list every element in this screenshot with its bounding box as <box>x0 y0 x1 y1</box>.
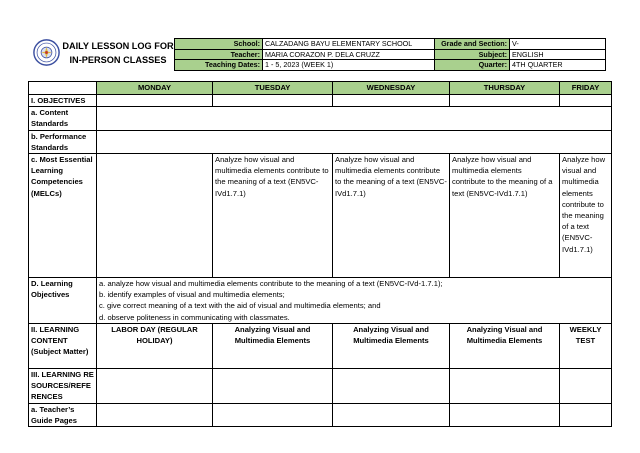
title-line-2: IN-PERSON CLASSES <box>69 54 167 65</box>
performance-standards-label: b. Performance Standards <box>29 130 97 153</box>
dates-value: 1 - 5, 2023 (WEEK 1) <box>263 60 435 71</box>
learning-content-row <box>29 324 612 369</box>
learning-objectives-cell <box>97 278 612 324</box>
content-standards-row <box>29 107 612 130</box>
learning-resources-label: III. LEARNING RESOURCES/REFERENCES <box>29 369 97 404</box>
title-line-1: DAILY LESSON LOG FOR <box>62 41 174 51</box>
melcs-wednesday: Analyze how visual and multimedia elements contribute to the meaning of a text (EN5VC-IVd1.7.1) <box>333 154 450 278</box>
lesson-grid-table <box>28 81 612 427</box>
day-header-tuesday: TUESDAY <box>213 82 333 95</box>
performance-standards-row <box>29 130 612 153</box>
quarter-label: Quarter: <box>435 60 510 71</box>
corner-cell <box>29 82 97 95</box>
objective-d: d. observe politeness in communicating with classmates. <box>99 312 290 322</box>
day-header-thursday: THURSDAY <box>450 82 560 95</box>
teachers-guide-row <box>29 403 612 426</box>
melcs-row <box>29 154 612 278</box>
day-header-friday: FRIDAY <box>560 82 612 95</box>
day-header-monday: MONDAY <box>97 82 213 95</box>
melcs-tuesday: Analyze how visual and multimedia elements contribute to the meaning of a text (EN5VC-IVd1.7.1) <box>213 154 333 278</box>
deped-seal-icon <box>33 39 60 66</box>
grade-label: Grade and Section: <box>435 39 510 50</box>
melcs-monday <box>97 154 213 278</box>
teacher-label: Teacher: <box>175 49 263 60</box>
objectives-row <box>29 95 612 107</box>
objective-b: b. identify examples of visual and multimedia elements; <box>99 290 285 300</box>
header-info-table <box>174 38 606 71</box>
objectives-label: I. OBJECTIVES <box>29 95 97 107</box>
dates-label: Teaching Dates: <box>175 60 263 71</box>
learning-objectives-label: D. Learning Objectives <box>29 278 97 324</box>
info-row-dates <box>175 60 606 71</box>
learning-content-label: II. LEARNING CONTENT (Subject Matter) <box>29 324 97 369</box>
learning-resources-row <box>29 369 612 404</box>
day-header-row <box>29 82 612 95</box>
content-standards-label: a. Content Standards <box>29 107 97 130</box>
learning-objectives-row <box>29 278 612 324</box>
subject-label: Subject: <box>435 49 510 60</box>
teachers-guide-label: a. Teacher’s Guide Pages <box>29 403 97 426</box>
info-row-school <box>175 39 606 50</box>
quarter-value: 4TH QUARTER <box>510 60 606 71</box>
performance-standards-cell <box>97 130 612 153</box>
day-header-wednesday: WEDNESDAY <box>333 82 450 95</box>
learning-content-thursday: Analyzing Visual and Multimedia Elements <box>450 324 560 369</box>
melcs-friday: Analyze how visual and multimedia elements contribute to the meaning of a text (EN5VC-IVd1.7.1) <box>560 154 612 278</box>
teacher-value: MARIA CORAZON P. DELA CRUZZ <box>263 49 435 60</box>
objective-c: c. give correct meaning of a text with the aid of visual and multimedia elements; and <box>99 301 381 311</box>
learning-content-tuesday: Analyzing Visual and Multimedia Elements <box>213 324 333 369</box>
school-label: School: <box>175 39 263 50</box>
subject-value: ENGLISH <box>510 49 606 60</box>
document-title <box>62 40 174 67</box>
melcs-label: c. Most Essential Learning Competencies (MELCs) <box>29 154 97 278</box>
objective-a: a. analyze how visual and multimedia elements contribute to the meaning of a text (EN5VC-IVd-1.7.1); <box>99 279 443 289</box>
info-row-teacher <box>175 49 606 60</box>
melcs-thursday: Analyze how visual and multimedia elements contribute to the meaning of a text (EN5VC-IVd1.7.1) <box>450 154 560 278</box>
content-standards-cell <box>97 107 612 130</box>
learning-content-monday: LABOR DAY (REGULAR HOLIDAY) <box>97 324 213 369</box>
school-value: CALZADANG BAYU ELEMENTARY SCHOOL <box>263 39 435 50</box>
grade-value: V- <box>510 39 606 50</box>
learning-content-wednesday: Analyzing Visual and Multimedia Elements <box>333 324 450 369</box>
learning-content-friday: WEEKLY TEST <box>560 324 612 369</box>
